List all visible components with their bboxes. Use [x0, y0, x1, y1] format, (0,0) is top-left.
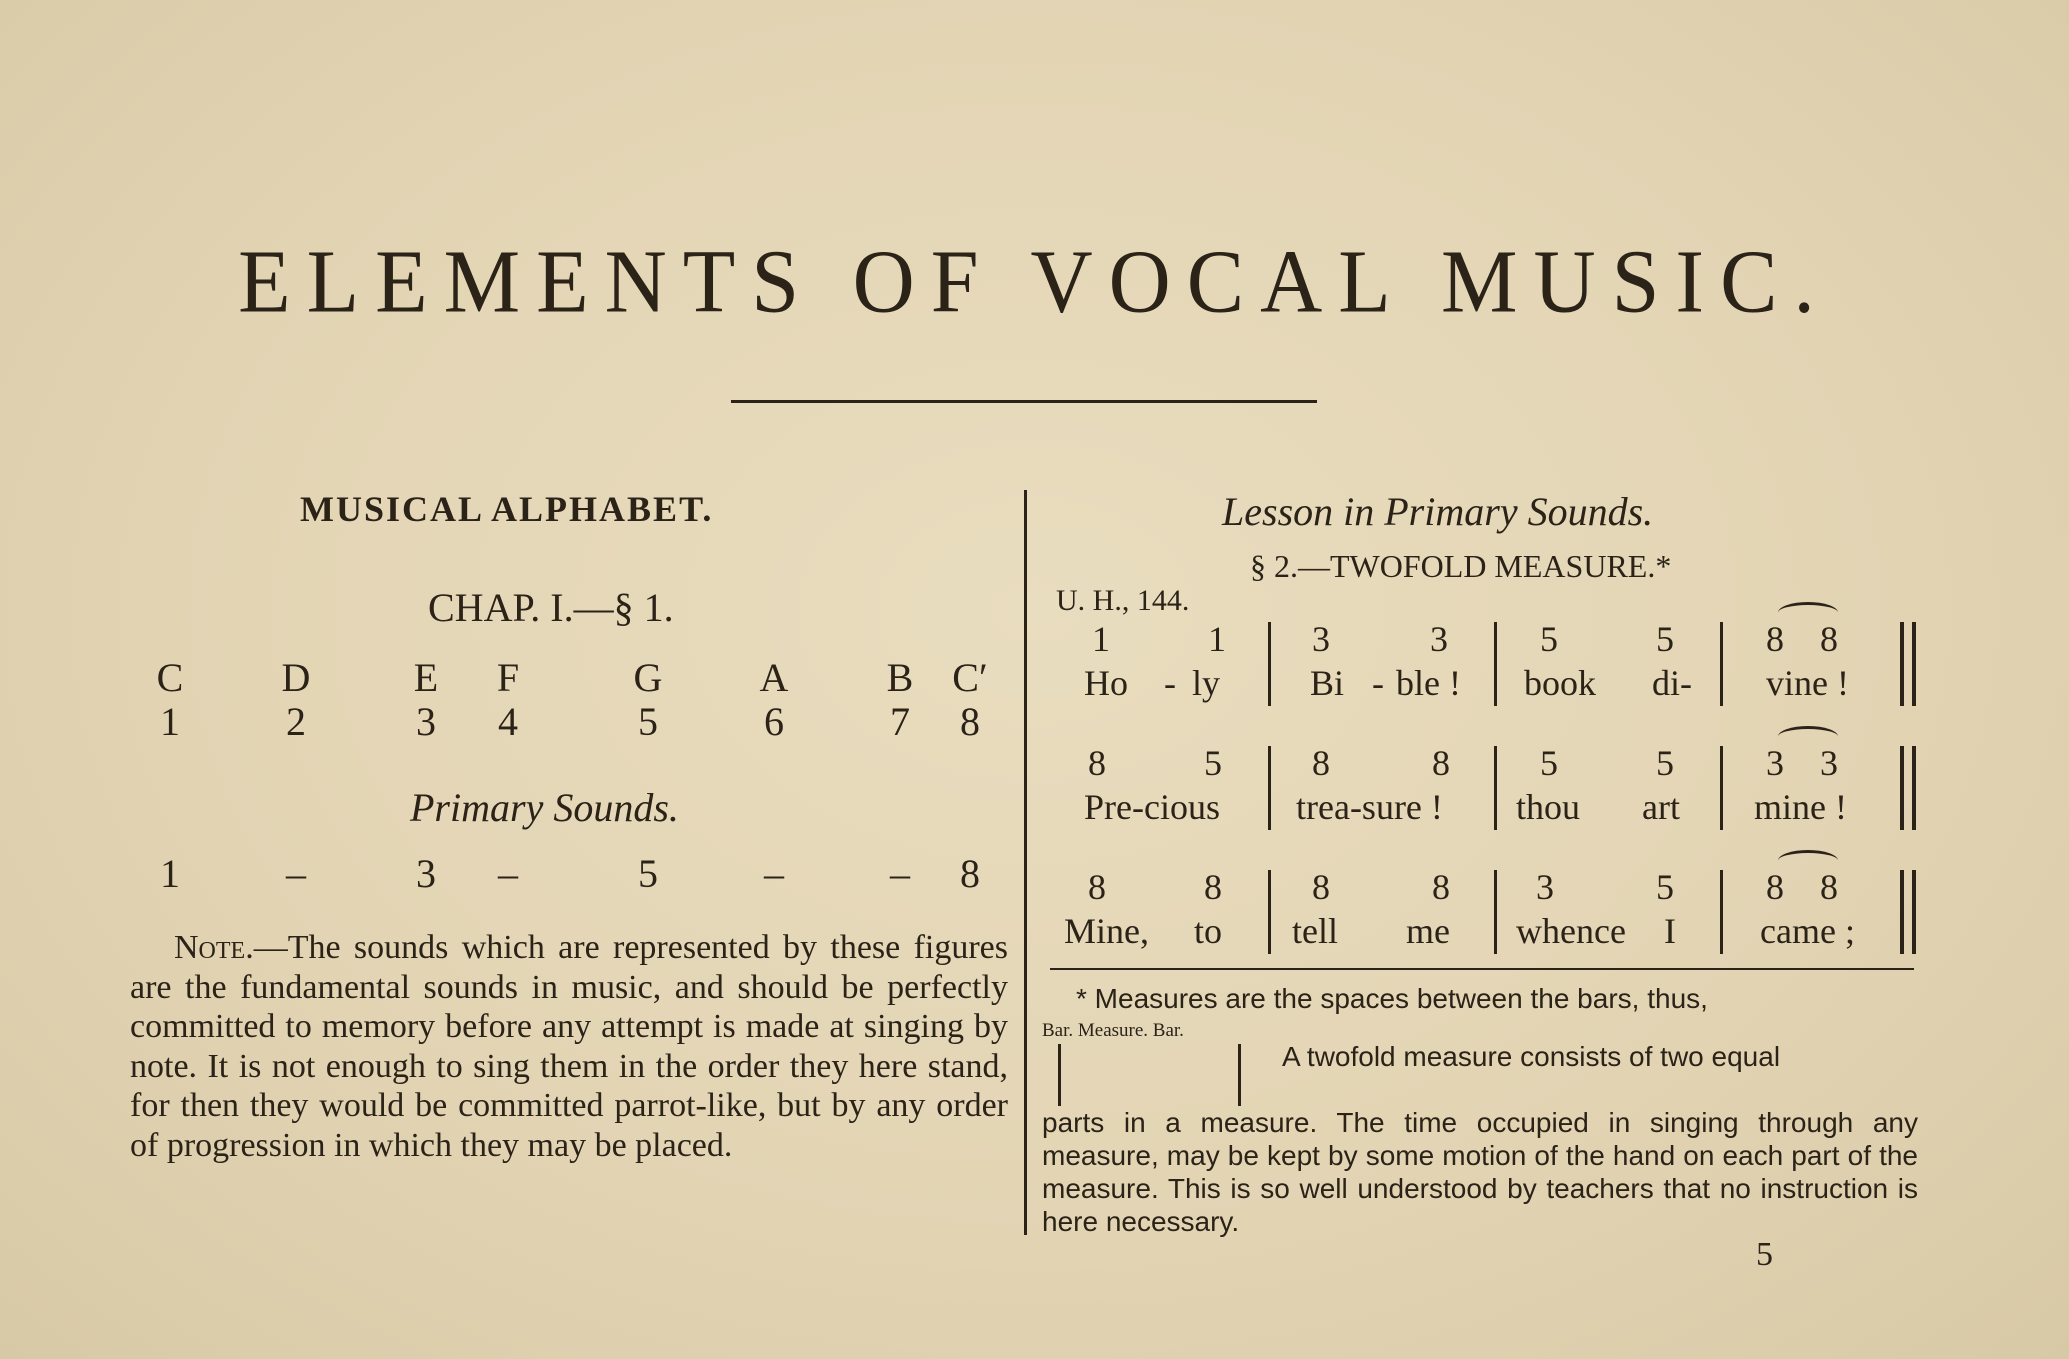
musical-alphabet-heading: MUSICAL ALPHABET. — [300, 489, 714, 529]
lyric-word: trea-sure ! — [1296, 787, 1443, 827]
letter-cell: B — [886, 655, 914, 700]
note-number: 1 — [1208, 619, 1226, 659]
bar-measure-labels: Bar. Measure. Bar. — [1042, 1020, 1184, 1041]
measure-bar — [1268, 870, 1271, 954]
measure-bar — [1494, 870, 1497, 954]
number-cell: 1 — [160, 699, 180, 744]
letter-cell: C — [156, 655, 184, 700]
measure-bar — [1720, 622, 1723, 706]
lyric-word: mine ! — [1754, 787, 1847, 827]
note-paragraph — [130, 928, 1008, 1165]
note-number: 3 — [1820, 743, 1838, 783]
double-bar — [1900, 870, 1904, 954]
footnote-side-text: A twofold measure consists of two equal — [1282, 1041, 1781, 1072]
lyric-word: Bi — [1310, 663, 1345, 703]
note-number: 8 — [1820, 867, 1838, 907]
lyric-word: ble ! — [1396, 663, 1461, 703]
note-number: 8 — [1088, 743, 1106, 783]
number-cell: 7 — [890, 699, 910, 744]
number-cell: 3 — [416, 699, 436, 744]
column-divider — [1024, 490, 1027, 1235]
lyric-word: whence — [1516, 911, 1626, 951]
lesson-row-2 — [1060, 742, 1920, 832]
number-cell: 8 — [960, 699, 980, 744]
note-number: 8 — [1432, 867, 1450, 907]
primary-cell: – — [764, 851, 784, 896]
measure-bar — [1268, 622, 1271, 706]
letters-row — [150, 654, 990, 698]
number-cell: 5 — [638, 699, 658, 744]
note-number: 8 — [1312, 743, 1330, 783]
note-number: 3 — [1312, 619, 1330, 659]
note-number: 5 — [1656, 743, 1674, 783]
note-number: 1 — [1092, 619, 1110, 659]
lyric-word: book — [1524, 663, 1596, 703]
measure-bar — [1720, 870, 1723, 954]
note-number: 8 — [1204, 867, 1222, 907]
note-number: 8 — [1088, 867, 1106, 907]
note-number: 5 — [1656, 867, 1674, 907]
letter-cell: C′ — [952, 655, 988, 700]
footnote-rule — [1050, 968, 1914, 970]
chapter-heading: CHAP. I.—§ 1. — [428, 585, 674, 630]
primary-cell: 5 — [638, 851, 658, 896]
note-number: 8 — [1820, 619, 1838, 659]
double-bar — [1900, 746, 1904, 830]
primary-sounds-heading: Primary Sounds. — [410, 785, 679, 830]
primary-cell: 8 — [960, 851, 980, 896]
letter-cell: D — [281, 655, 311, 700]
note-text: —The sounds which are represented by these figures are the fundamental sounds in music, and should be perfectly committed to memory before any attempt is made at singing by note. It is not enough to sing them in the order they here stand, for then they would be committed parrot-like, but by any order of progression in which they may be placed. — [130, 929, 1008, 1164]
primary-cell: 3 — [416, 851, 436, 896]
lyric-word: ly — [1192, 663, 1221, 703]
lesson-heading: Lesson in Primary Sounds. — [1222, 489, 1654, 534]
lesson-row-1 — [1060, 618, 1920, 708]
primary-sounds-row — [150, 850, 990, 894]
section-heading: § 2.—TWOFOLD MEASURE.* — [1250, 548, 1672, 584]
note-number: 3 — [1430, 619, 1448, 659]
example-bar-right — [1238, 1044, 1241, 1106]
primary-cell: – — [286, 851, 306, 896]
lyric-word: Pre-cious — [1084, 787, 1220, 827]
double-bar — [1900, 622, 1904, 706]
footnote-line-1: * Measures are the spaces between the bars, thus, — [1076, 983, 1708, 1014]
measure-bar — [1494, 622, 1497, 706]
lyric-word: tell — [1292, 911, 1338, 951]
primary-cell: 1 — [160, 851, 180, 896]
page-number: 5 — [1756, 1236, 1773, 1273]
note-lead: Note. — [174, 929, 254, 966]
number-cell: 2 — [286, 699, 306, 744]
note-number: 8 — [1766, 619, 1784, 659]
lyric-word: I — [1664, 911, 1676, 951]
measure-bar — [1268, 746, 1271, 830]
lyric-word: me — [1406, 911, 1450, 951]
note-number: 8 — [1432, 743, 1450, 783]
letter-cell: G — [633, 655, 663, 700]
lyric-word: di- — [1652, 663, 1692, 703]
lyric-word: - — [1164, 663, 1176, 703]
double-bar — [1912, 746, 1916, 830]
footnote-body: parts in a measure. The time occupied in singing through any measure, may be kept by some motion of the hand on each part of the measure. This is so well understood by teachers that no instruction is here necessary. — [1042, 1107, 1918, 1237]
example-bar-left — [1058, 1044, 1061, 1106]
page-title: ELEMENTS OF VOCAL MUSIC. — [238, 230, 1831, 332]
note-number: 3 — [1766, 743, 1784, 783]
lyric-word: Ho — [1084, 663, 1128, 703]
double-bar — [1912, 870, 1916, 954]
numbers-row — [150, 698, 990, 742]
note-number: 5 — [1656, 619, 1674, 659]
measure-bar — [1494, 746, 1497, 830]
letter-cell: E — [413, 655, 439, 700]
lyric-word: - — [1372, 663, 1384, 703]
lyric-word: Mine, — [1064, 911, 1149, 951]
note-number: 5 — [1540, 743, 1558, 783]
lyric-word: vine ! — [1766, 663, 1849, 703]
note-number: 8 — [1312, 867, 1330, 907]
measure-bar — [1720, 746, 1723, 830]
alphabet-table — [150, 654, 990, 742]
double-bar — [1912, 622, 1916, 706]
primary-cell: – — [498, 851, 518, 896]
lyric-word: thou — [1516, 787, 1581, 827]
lyric-word: art — [1642, 787, 1680, 827]
note-number: 3 — [1536, 867, 1554, 907]
note-number: 5 — [1540, 619, 1558, 659]
lesson-row-3 — [1060, 866, 1920, 956]
note-number: 5 — [1204, 743, 1222, 783]
lyric-word: came ; — [1760, 911, 1855, 951]
note-number: 8 — [1766, 867, 1784, 907]
tune-reference: U. H., 144. — [1056, 584, 1190, 617]
title-rule — [731, 400, 1317, 403]
lyric-word: to — [1194, 911, 1223, 951]
letter-cell: F — [496, 655, 520, 700]
letter-cell: A — [759, 655, 789, 700]
number-cell: 6 — [764, 699, 784, 744]
number-cell: 4 — [498, 699, 518, 744]
primary-cell: – — [890, 851, 910, 896]
